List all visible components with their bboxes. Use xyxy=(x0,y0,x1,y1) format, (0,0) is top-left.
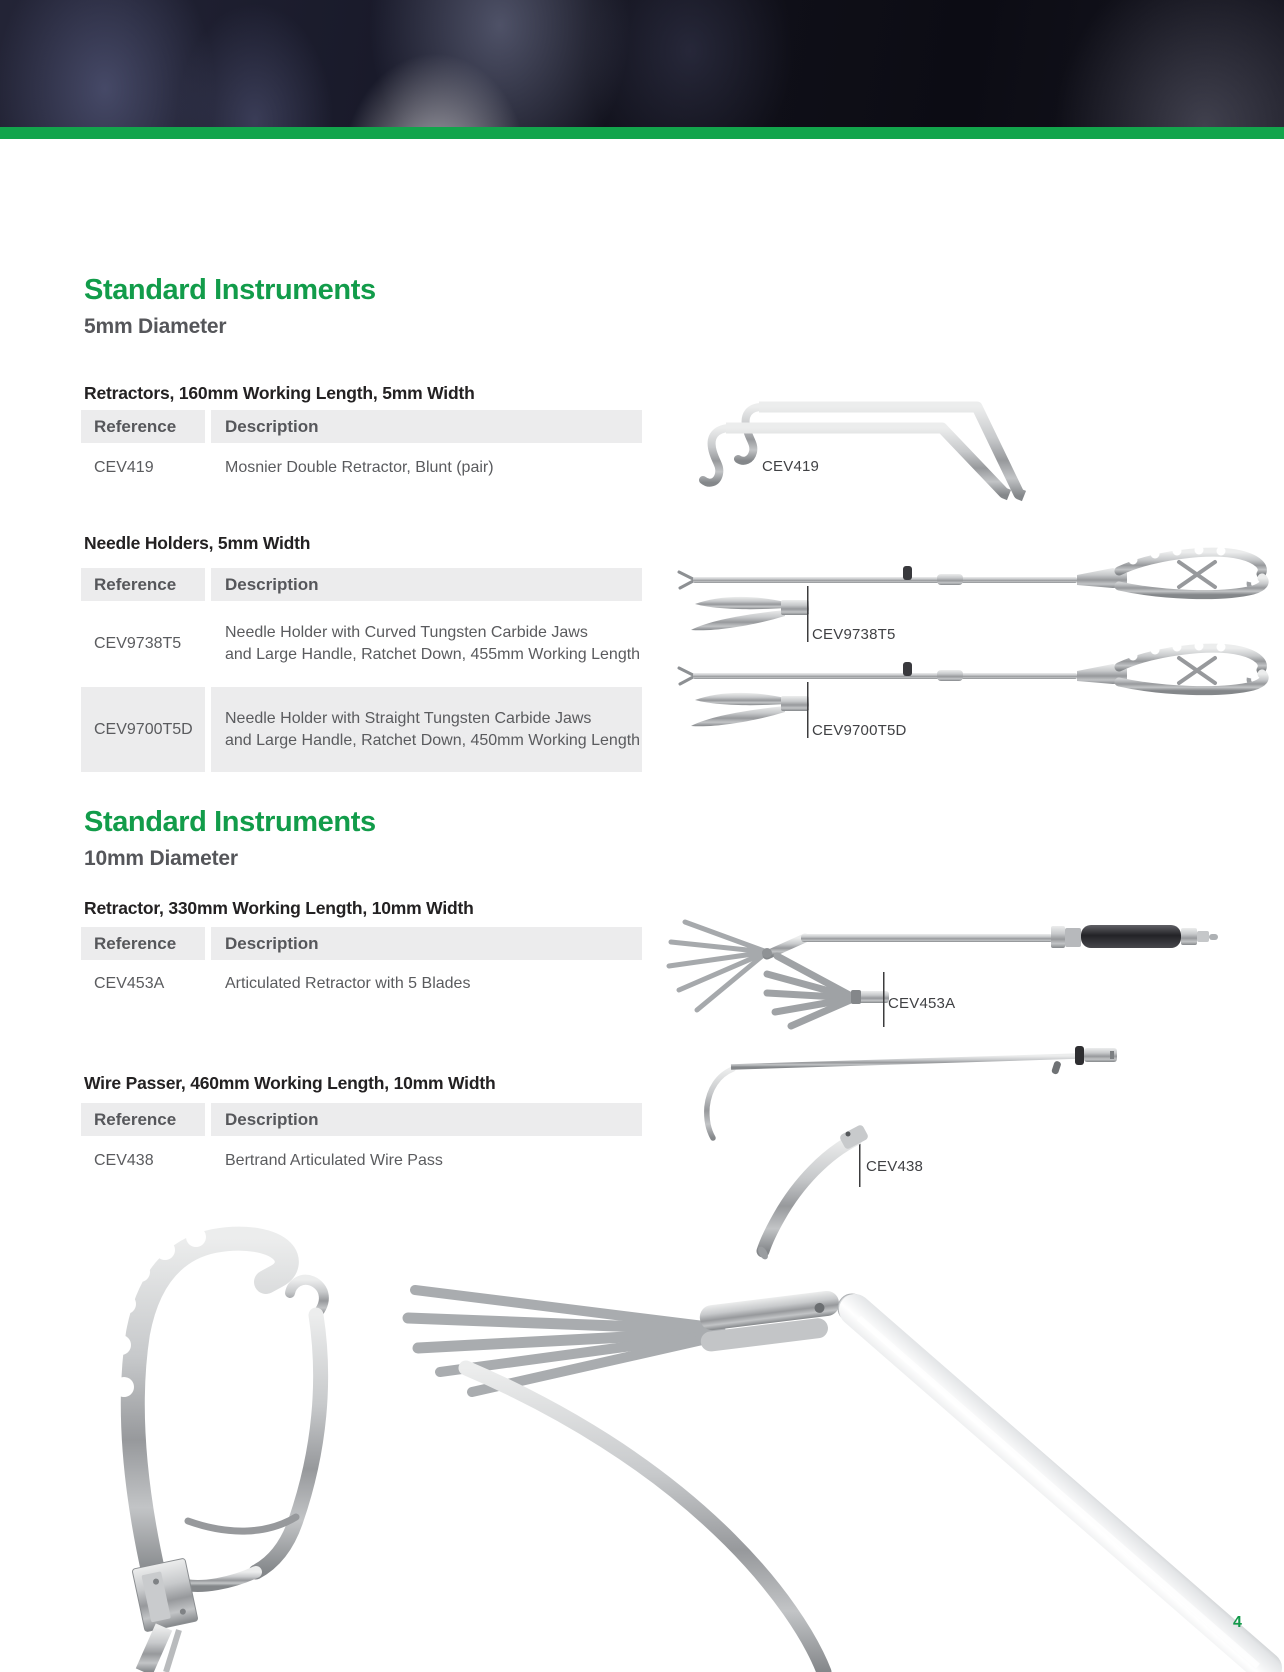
needle-holders-table xyxy=(81,568,642,772)
description-column-header: Description xyxy=(211,410,642,443)
description-line: Mosnier Double Retractor, Blunt (pair) xyxy=(225,459,494,476)
group-heading-retractors: Retractors, 160mm Working Length, 5mm Width xyxy=(84,383,475,403)
retractors-table xyxy=(81,410,642,493)
group-heading-retractor-330: Retractor, 330mm Working Length, 10mm Width xyxy=(84,898,474,918)
articulated-retractor-closeup-photo xyxy=(400,1240,1284,1672)
page-number: 4 xyxy=(1233,1614,1242,1631)
reference-column-header: Reference xyxy=(81,927,205,960)
reference-column-header: Reference xyxy=(81,410,205,443)
group-heading-wire-passer: Wire Passer, 460mm Working Length, 10mm Width xyxy=(84,1073,496,1093)
section-subtitle-5mm: 5mm Diameter xyxy=(84,315,227,338)
section-subtitle-10mm: 10mm Diameter xyxy=(84,847,238,870)
description-line: Needle Holder with Curved Tungsten Carbide Jaws xyxy=(225,624,588,641)
wire-passer-illustration xyxy=(655,1025,1284,1260)
table-header-row xyxy=(81,927,642,960)
section-title-10mm: Standard Instruments xyxy=(84,806,376,838)
description-line: Bertrand Articulated Wire Pass xyxy=(225,1152,443,1169)
figure-label-cev453a: CEV453A xyxy=(888,995,956,1012)
description-line: Articulated Retractor with 5 Blades xyxy=(225,975,471,992)
description-cell xyxy=(211,443,642,493)
reference-cell: CEV438 xyxy=(94,1152,154,1169)
table-row xyxy=(81,443,642,493)
group-heading-needle-holders: Needle Holders, 5mm Width xyxy=(84,533,311,553)
table-header-row xyxy=(81,568,642,601)
articulated-retractor-illustration xyxy=(655,900,1284,1040)
description-line: and Large Handle, Ratchet Down, 450mm Working Length xyxy=(225,731,641,749)
figure-label-cev9738t5: CEV9738T5 xyxy=(812,626,896,643)
reference-cell: CEV419 xyxy=(94,459,154,476)
figure-label-cev9700t5d: CEV9700T5D xyxy=(812,722,907,739)
description-cell xyxy=(211,601,642,687)
description-cell xyxy=(211,960,642,1008)
reference-column-header: Reference xyxy=(81,1103,205,1136)
table-header-row xyxy=(81,1103,642,1136)
reference-cell: CEV453A xyxy=(94,975,165,992)
description-line: Needle Holder with Straight Tungsten Carbide Jaws xyxy=(225,709,592,727)
table-header-row xyxy=(81,410,642,443)
needle-holder-curved-illustration xyxy=(655,540,1284,650)
reference-cell: CEV9738T5 xyxy=(94,635,182,652)
wire-passer-table xyxy=(81,1103,642,1186)
table-row xyxy=(81,960,642,1008)
reference-cell: CEV9700T5D xyxy=(81,687,205,772)
description-column-header: Description xyxy=(211,1103,642,1136)
description-column-header: Description xyxy=(211,568,642,601)
section-title-5mm: Standard Instruments xyxy=(84,274,376,306)
reference-column-header: Reference xyxy=(81,568,205,601)
table-row xyxy=(81,687,642,772)
retractor-pair-illustration xyxy=(655,352,1284,502)
table-row xyxy=(81,601,642,687)
description-cell xyxy=(211,687,642,772)
description-column-header: Description xyxy=(211,927,642,960)
figure-label-cev419: CEV419 xyxy=(762,458,820,475)
description-line: and Large Handle, Ratchet Down, 455mm Working Length xyxy=(225,646,641,663)
header-photo-banner xyxy=(0,0,1284,127)
retractor-330-table xyxy=(81,927,642,1008)
needle-holder-straight-illustration xyxy=(655,636,1284,746)
figure-label-cev438: CEV438 xyxy=(866,1158,924,1175)
green-divider-bar xyxy=(0,127,1284,139)
